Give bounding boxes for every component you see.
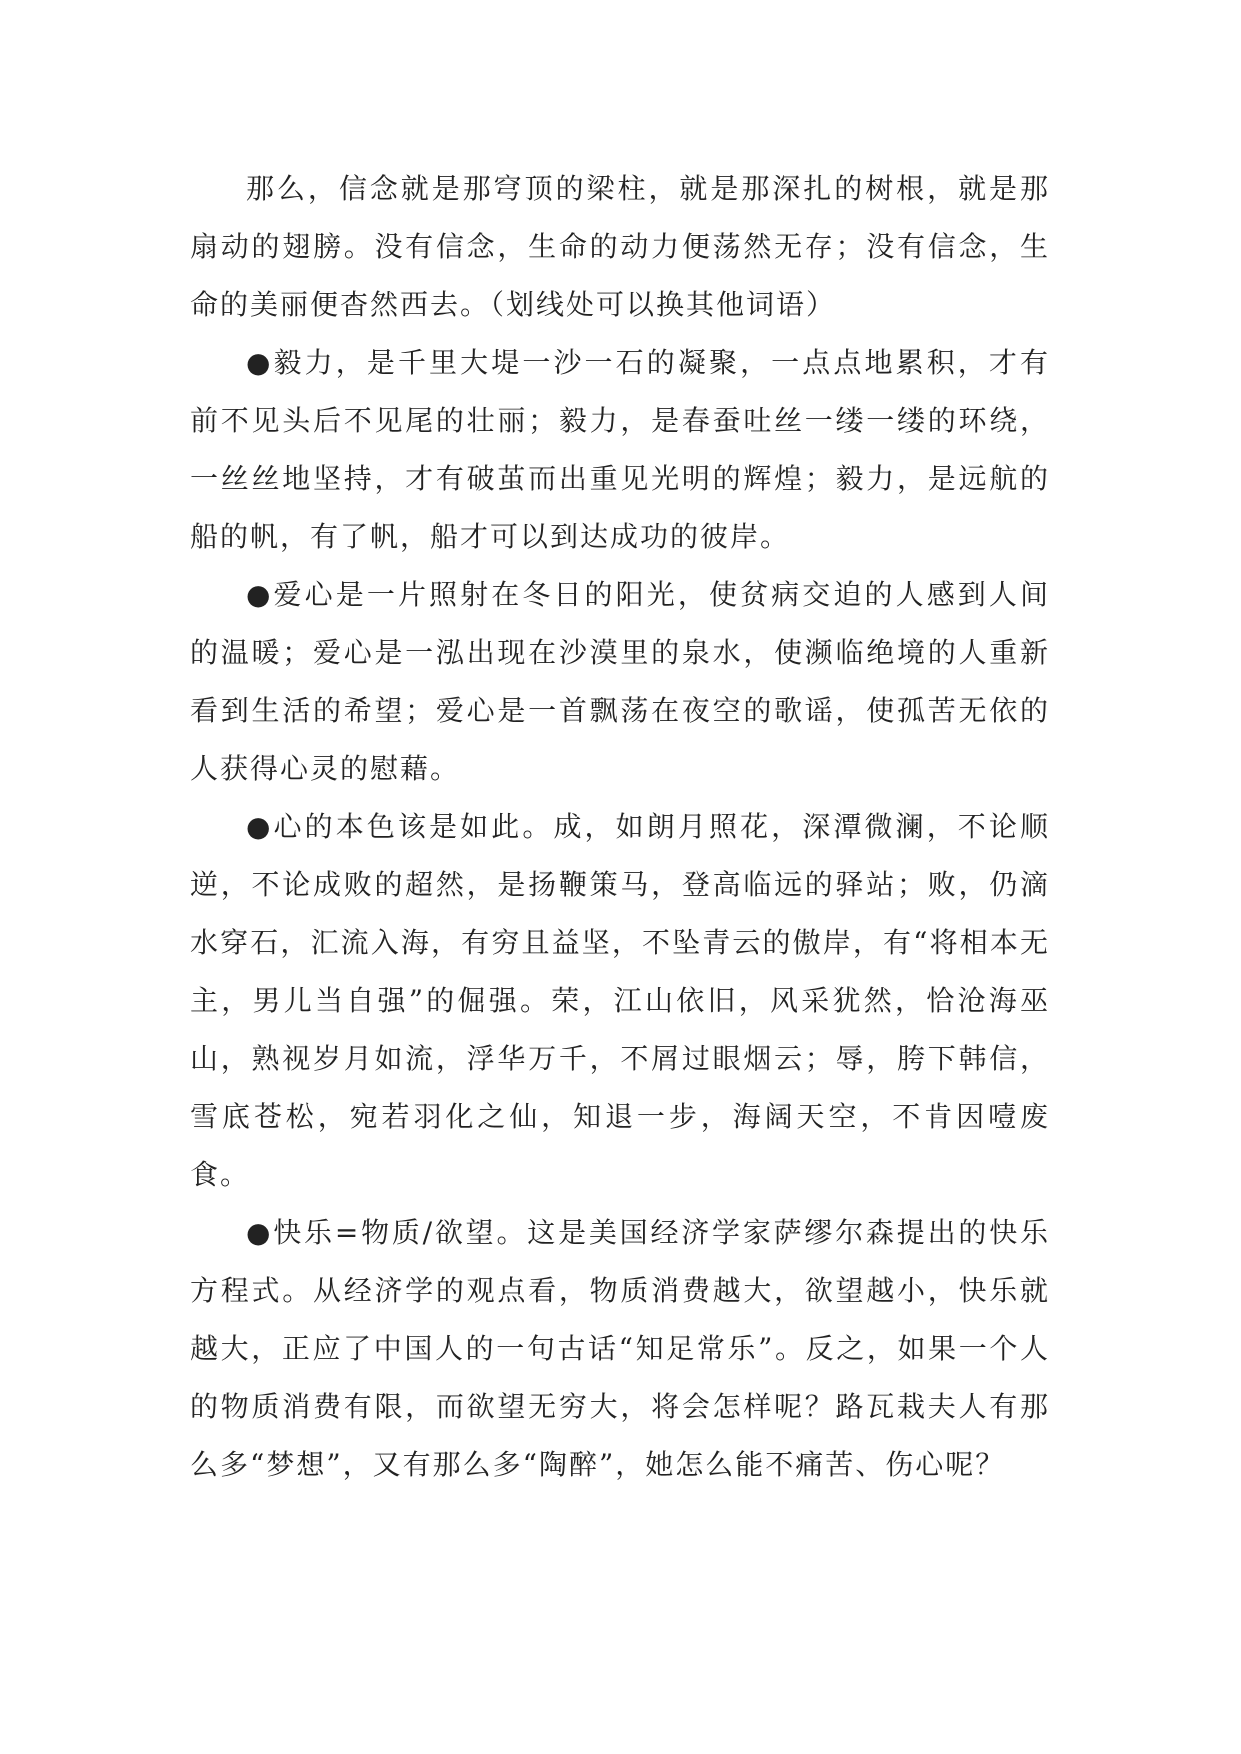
document-body — [190, 160, 1050, 1494]
paragraph-perseverance: ●毅力，是千里大堤一沙一石的凝聚，一点点地累积，才有前不见头后不见尾的壮丽；毅力，是春蚕吐丝一缕一缕的环绕，一丝丝地坚持，才有破茧而出重见光明的辉煌；毅力，是远航的船的帆，有了帆，船才可以到达成功的彼岸。 — [190, 346, 1050, 553]
paragraph-happiness: ●快乐=物质/欲望。这是美国经济学家萨缪尔森提出的快乐方程式。从经济学的观点看，物质消费越大，欲望越小，快乐就越大，正应了中国人的一句古话“知足常乐”。反之，如果一个人的物质消费有限，而欲望无穷大，将会怎样呢？路瓦栽夫人有那么多“梦想”，又有那么多“陶醉”，她怎么能不痛苦、伤心呢？ — [190, 1216, 1050, 1481]
paragraph-heart: ●心的本色该是如此。成，如朗月照花，深潭微澜，不论顺逆，不论成败的超然，是扬鞭策马，登高临远的驿站；败，仍滴水穿石，汇流入海，有穷且益坚，不坠青云的傲岸，有“将相本无主，男儿当自强”的倔强。荣，江山依旧，风采犹然，恰沧海巫山，熟视岁月如流，浮华万千，不屑过眼烟云；辱，胯下韩信，雪底苍松，宛若羽化之仙，知退一步，海阔天空，不肯因噎废食。 — [190, 810, 1050, 1191]
paragraph-faith: 那么，信念就是那穹顶的梁柱，就是那深扎的树根，就是那扇动的翅膀。没有信念，生命的动力便荡然无存；没有信念，生命的美丽便杳然西去。（划线处可以换其他词语） — [190, 172, 1050, 321]
paragraph-love: ●爱心是一片照射在冬日的阳光，使贫病交迫的人感到人间的温暖；爱心是一泓出现在沙漠里的泉水，使濒临绝境的人重新看到生活的希望；爱心是一首飘荡在夜空的歌谣，使孤苦无依的人获得心灵的慰藉。 — [190, 578, 1050, 785]
